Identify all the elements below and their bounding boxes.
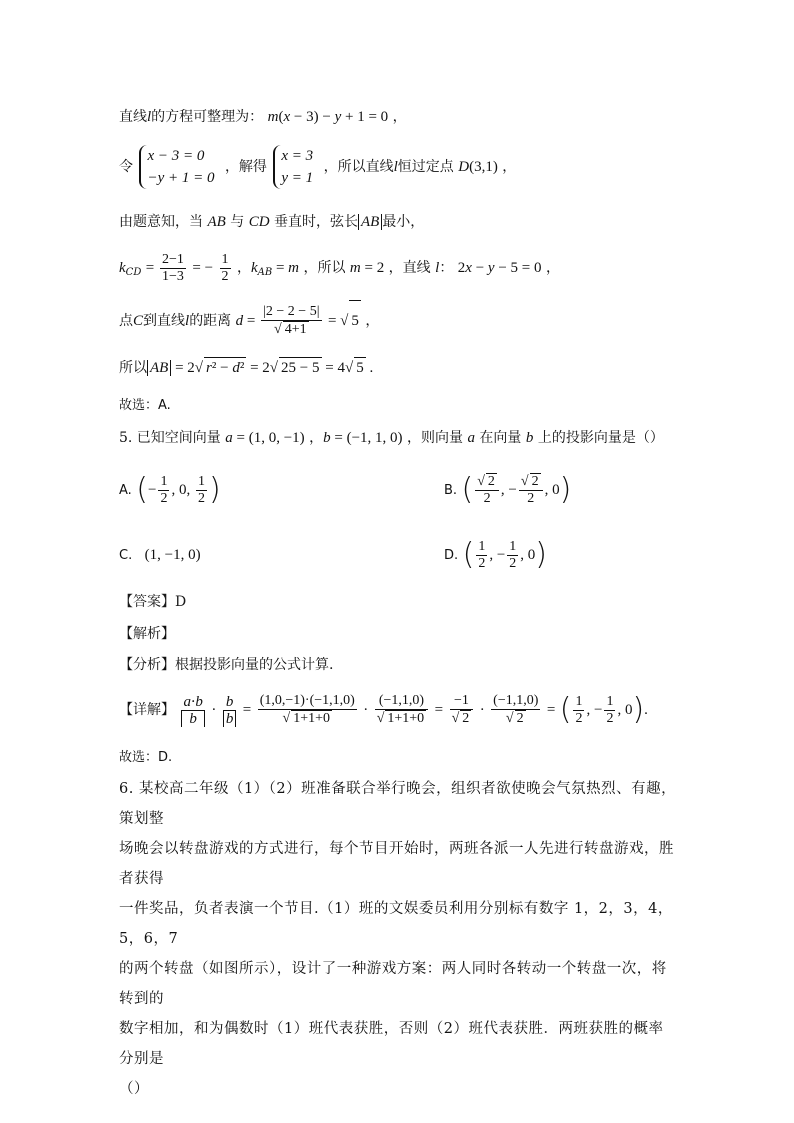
question-6-line: 场晚会以转盘游戏的方式进行，每个节目开始时，两班各派一人先进行转盘游戏，胜者获得: [119, 841, 674, 887]
option-b[interactable]: B. ( $\frac{√ 2}{2}$ , − $\frac{√ 2}{2}$ , 0): [444, 472, 572, 507]
detail-line: 【详解】 $\frac{a\cdot b}{b}$ · $\frac{b}{b}$ = $\frac{(1,0,-1)\cdot(-1,1,0)}{√ 1+1+0}$ · $\frac{(-1,1,0)}{√ 1+1+0}$ = $\frac{-1}{√ 2}$ · $\frac{(-1,1,0)}{√ 2}$ = ( $\frac{1}{2}$ , − $\frac{1}{2}$ , 0).: [119, 692, 648, 727]
option-a[interactable]: A. (− $\frac{1}{2}$ , 0, $\frac{1}{2}$ ): [119, 472, 221, 507]
question-6-line: （）: [119, 1081, 149, 1097]
solution-line-system: 令 x − 3 = 0 −y + 1 = 0 ，解得 x = 3 y = 1 ，所以直线l恒过定点 D(3,1) ，: [119, 145, 516, 189]
question-6-line: 数字相加，和为偶数时（1）班代表获胜，否则（2）班代表获胜．两班获胜的概率分别是: [119, 1021, 664, 1067]
analysis-heading: 【解析】: [119, 626, 175, 642]
solution-line-perpendicular: 由题意知，当 AB 与 CD 垂直时，弦长 AB 最小，: [119, 214, 425, 230]
option-c[interactable]: C. (1, −1, 0): [119, 547, 201, 563]
equation-system-1: x − 3 = 0 −y + 1 = 0: [139, 145, 218, 189]
question-6-text: [119, 774, 677, 1104]
conclusion-d: 故选：D.: [119, 750, 173, 765]
question-6-line: 一件奖品，负者表演一个节目.（1）班的文娱委员利用分别标有数字 1，2，3，4，5，6，7: [119, 901, 673, 947]
question-5-stem: 5. 已知空间向量 a = (1, 0, −1) ，b = (−1, 1, 0) ，则向量 a 在向量 b 上的投影向量是（）: [119, 430, 664, 446]
solution-line-distance: 点C到直线l的距离 d = $\frac{|2 - 2 - 5|}{√ 4+1}$ = √ 5 ，: [119, 300, 379, 341]
answer-line: 【答案】D: [119, 594, 187, 610]
question-6-line: 的两个转盘（如图所示），设计了一种游戏方案：两人同时各转动一个转盘一次，将转到的: [119, 961, 667, 1007]
analysis-text: 【分析】根据投影向量的公式计算.: [119, 657, 334, 673]
solution-line-equation: 直线l的方程可整理为： m(x − 3) − y + 1 = 0 ，: [119, 109, 407, 125]
solution-line-slopes: $k_{CD}$ = $\frac{2-1}{1-3}$ = − $\frac{1}{2}$ ，$k_{AB} = m$ ，所以 m = 2 ，直线 l： 2x − y − 5 = 0 ，: [119, 251, 560, 284]
equation-system-2: x = 3 y = 1: [273, 145, 317, 189]
option-d[interactable]: D. ( $\frac{1}{2}$ , − $\frac{1}{2}$ , 0): [444, 537, 548, 572]
solution-line-chord: 所以 AB = 2√ r² − d² = 2√ 25 − 5 = 4√ 5 .: [119, 357, 373, 378]
solution-choice-a: 故选：A.: [119, 398, 171, 413]
question-6-line: 6. 某校高二年级（1）（2）班准备联合举行晚会，组织者欲使晚会气氛热烈、有趣，策划整: [119, 781, 677, 827]
